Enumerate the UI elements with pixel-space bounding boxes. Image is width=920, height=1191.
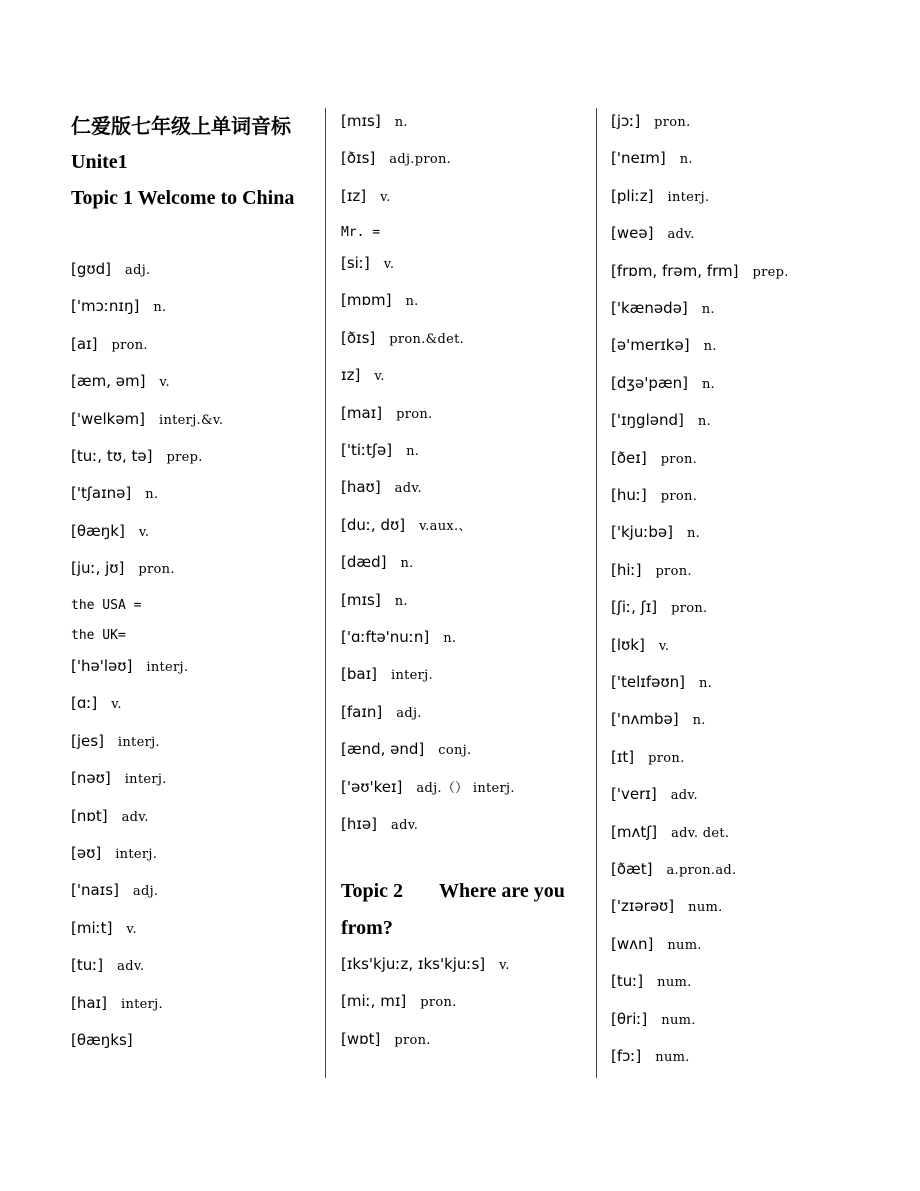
phonetic-text: [jes] xyxy=(71,731,104,750)
vocab-entry xyxy=(341,328,464,350)
part-of-speech: interj. xyxy=(115,847,158,862)
phonetic-text: ['kjuːbə] xyxy=(611,523,673,542)
vocab-entry xyxy=(341,702,422,724)
part-of-speech: n. xyxy=(400,556,414,572)
phonetic-text: [wʌn] xyxy=(611,934,654,953)
phonetic-text: [miː, mɪ] xyxy=(341,992,407,1011)
phonetic-text: [faɪn] xyxy=(341,702,383,721)
vocab-entry xyxy=(71,409,223,431)
part-of-speech: n. xyxy=(698,676,713,691)
vocab-entry xyxy=(611,1046,690,1068)
vocab-entry xyxy=(71,446,203,468)
part-of-speech: adv. xyxy=(667,227,695,243)
vocab-entry xyxy=(341,627,456,649)
vocab-entry xyxy=(341,253,394,275)
vocab-entry xyxy=(611,522,700,544)
vocab-entry xyxy=(611,148,693,170)
part-of-speech: pron. xyxy=(671,601,708,617)
vocab-entry xyxy=(611,822,729,844)
vocab-entry xyxy=(611,111,691,133)
part-of-speech: interj. xyxy=(120,996,163,1012)
part-of-speech: pron. xyxy=(111,337,148,353)
part-of-speech: interj. xyxy=(117,734,160,750)
part-of-speech: n. xyxy=(394,115,408,130)
phonetic-text: ['nʌmbə] xyxy=(611,710,679,729)
part-of-speech: v. xyxy=(126,921,137,937)
vocab-entry xyxy=(341,1029,431,1051)
part-of-speech: interj. xyxy=(667,189,710,205)
part-of-speech: n. xyxy=(443,631,457,646)
vocab-entry xyxy=(341,111,408,133)
phonetic-text: [aɪ] xyxy=(71,334,98,353)
part-of-speech: num. xyxy=(688,900,723,916)
topic-2-title-cont: from? xyxy=(341,917,393,939)
phonetic-text: ['tʃaɪnə] xyxy=(71,484,132,503)
part-of-speech: n. xyxy=(394,593,408,609)
phonetic-text: [θriː] xyxy=(611,1009,648,1028)
part-of-speech: adj.（） interj. xyxy=(416,780,515,796)
part-of-speech: adj. xyxy=(125,263,151,278)
vocab-entry xyxy=(611,223,695,245)
phonetic-text: [weə] xyxy=(611,224,654,243)
vocab-entry xyxy=(71,955,144,977)
part-of-speech: adv. xyxy=(117,959,145,975)
vocab-entry xyxy=(71,296,166,318)
vocab-entry xyxy=(71,806,149,828)
part-of-speech: adv. det. xyxy=(671,825,730,841)
phonetic-text: [ðeɪ] xyxy=(611,448,647,467)
phonetic-text: [pliːz] xyxy=(611,186,654,205)
phonetic-text: [haʊ] xyxy=(341,478,381,497)
part-of-speech: pron.&det. xyxy=(389,331,465,347)
part-of-speech: conj. xyxy=(438,743,472,759)
column-divider-1 xyxy=(325,108,326,1078)
vocab-entry xyxy=(71,1030,147,1052)
vocab-entry xyxy=(341,440,419,462)
phonetic-text: [mɒm] xyxy=(341,291,392,310)
part-of-speech: v. xyxy=(499,958,510,973)
phonetic-text: ['telɪfəʊn] xyxy=(611,673,685,691)
phonetic-text: [miːt] xyxy=(71,918,113,937)
part-of-speech: pron. xyxy=(420,995,457,1011)
part-of-speech: pron. xyxy=(138,562,175,578)
vocab-entry xyxy=(71,693,122,715)
phonetic-text: [ɑː] xyxy=(71,694,98,713)
vocab-entry xyxy=(611,298,715,320)
part-of-speech: interj. xyxy=(124,772,167,788)
part-of-speech: n. xyxy=(703,339,717,355)
vocab-entry xyxy=(611,896,723,918)
part-of-speech: num. xyxy=(655,1050,690,1065)
part-of-speech: n. xyxy=(153,300,167,316)
phonetic-text: [ðɪs] xyxy=(341,149,376,168)
vocab-entry xyxy=(71,880,158,902)
vocab-entry xyxy=(341,954,510,976)
part-of-speech: adj.pron. xyxy=(389,152,452,168)
phonetic-text: ['tiːtʃə] xyxy=(341,441,393,459)
phonetic-text: [ɪks'kjuːz, ɪks'kjuːs] xyxy=(341,955,486,973)
phonetic-text: [tuː] xyxy=(71,956,104,975)
vocab-entry xyxy=(341,148,451,170)
vocab-entry xyxy=(71,371,170,393)
part-of-speech: adv. xyxy=(670,788,698,804)
vocab-entry xyxy=(341,664,433,686)
phonetic-text: [ðɪs] xyxy=(341,328,376,347)
vocab-entry xyxy=(611,335,717,357)
vocab-entry xyxy=(611,747,685,769)
part-of-speech: interj. xyxy=(146,660,189,675)
vocab-entry xyxy=(611,186,709,208)
part-of-speech: n. xyxy=(697,414,711,430)
vocab-entry xyxy=(341,590,408,612)
part-of-speech: adv. xyxy=(121,809,149,825)
vocab-entry xyxy=(611,597,708,619)
vocab-entry xyxy=(611,410,711,432)
part-of-speech: prep. xyxy=(166,450,203,465)
phonetic-text: [frɒm, frəm, frm] xyxy=(611,261,739,280)
vocab-entry xyxy=(341,477,422,499)
phonetic-text: [tuː, tʊ, tə] xyxy=(71,447,153,465)
phonetic-text: [ænd, ənd] xyxy=(341,740,425,759)
phonetic-text: [θæŋks] xyxy=(71,1031,133,1049)
vocab-entry xyxy=(611,709,706,731)
phonetic-text: [ðæt] xyxy=(611,860,653,878)
vocab-entry xyxy=(611,560,692,582)
vocab-entry xyxy=(341,739,471,761)
part-of-speech: pron. xyxy=(396,406,433,422)
part-of-speech: interj. xyxy=(391,668,433,684)
phonetic-text: [ə'merɪkə] xyxy=(611,336,690,355)
part-of-speech: n. xyxy=(701,302,715,317)
phonetic-text: [baɪ] xyxy=(341,665,377,684)
unit-heading: Unite1 xyxy=(71,151,128,173)
phonetic-text: ['verɪ] xyxy=(611,785,657,804)
phonetic-text: [tuː] xyxy=(611,972,644,991)
topic-heading: Topic 1 Welcome to China xyxy=(71,187,295,209)
phonetic-text: ɪz] xyxy=(341,366,361,385)
part-of-speech: pron. xyxy=(648,750,685,766)
phonetic-text: [ɪt] xyxy=(611,747,635,766)
part-of-speech: n. xyxy=(687,526,701,542)
vocab-entry xyxy=(611,635,669,657)
abbreviation-mr: Mr. = xyxy=(341,225,381,240)
phonetic-text: ['naɪs] xyxy=(71,881,119,900)
phonetic-text: [hɪə] xyxy=(341,815,378,833)
vocab-entry xyxy=(71,334,148,356)
phonetic-text: [dʒə'pæn] xyxy=(611,373,688,392)
phonetic-text: [æm, əm] xyxy=(71,372,146,391)
part-of-speech: v. xyxy=(383,257,395,272)
part-of-speech: v. xyxy=(159,375,170,391)
vocab-entry xyxy=(611,784,698,806)
part-of-speech: v. xyxy=(138,524,150,540)
phonetic-text: [huː] xyxy=(611,486,647,504)
vocab-entry xyxy=(341,814,418,836)
column-divider-2 xyxy=(596,108,597,1078)
part-of-speech: pron. xyxy=(660,489,698,504)
phonetic-text: [nɒt] xyxy=(71,806,108,825)
vocab-entry xyxy=(611,1009,696,1031)
vocab-entry xyxy=(341,365,385,387)
vocab-entry xyxy=(71,558,175,580)
part-of-speech: interj.&v. xyxy=(159,412,224,428)
vocab-entry xyxy=(611,971,692,993)
phonetic-text: [fɔː] xyxy=(611,1047,642,1065)
phonetic-text: [nəʊ] xyxy=(71,769,111,788)
vocab-entry xyxy=(71,843,157,865)
vocab-entry xyxy=(611,859,736,881)
vocab-entry xyxy=(611,373,715,395)
part-of-speech: n. xyxy=(406,444,420,459)
part-of-speech: v. xyxy=(380,189,391,205)
phonetic-text: [haɪ] xyxy=(71,993,107,1012)
vocab-entry xyxy=(71,483,158,505)
vocab-entry xyxy=(71,259,150,281)
vocab-entry xyxy=(341,552,414,574)
part-of-speech: pron. xyxy=(655,563,692,579)
part-of-speech: n. xyxy=(692,713,706,729)
phonetic-text: ['welkəm] xyxy=(71,409,146,428)
part-of-speech: pron. xyxy=(660,451,698,467)
part-of-speech: prep. xyxy=(752,264,789,280)
vocab-entry xyxy=(341,186,391,208)
page-title: 仁爱版七年级上单词音标 xyxy=(71,114,291,138)
part-of-speech: adv. xyxy=(394,481,422,497)
phonetic-text: ['ɑːftə'nuːn] xyxy=(341,628,430,646)
phonetic-text: [ɪz] xyxy=(341,186,367,205)
vocab-entry xyxy=(611,934,702,956)
part-of-speech: n. xyxy=(702,376,716,392)
part-of-speech: a.pron.ad. xyxy=(666,863,737,878)
part-of-speech: adj. xyxy=(132,884,159,900)
topic-2-label: Topic 2 xyxy=(341,880,404,902)
phonetic-text: ['ɪŋglənd] xyxy=(611,411,684,430)
phonetic-text: [θæŋk] xyxy=(71,521,125,540)
phonetic-text: [mɪs] xyxy=(341,590,381,609)
part-of-speech: num. xyxy=(667,937,702,953)
part-of-speech: v.aux.、 xyxy=(419,518,472,534)
phonetic-text: [mɪs] xyxy=(341,112,381,130)
part-of-speech: adv. xyxy=(391,818,419,833)
vocab-entry xyxy=(611,261,789,283)
phonetic-text: [hiː] xyxy=(611,560,642,579)
part-of-speech: n. xyxy=(145,487,159,503)
phonetic-text: ['hə'ləʊ] xyxy=(71,657,133,675)
phonetic-text: [gʊd] xyxy=(71,260,112,278)
vocab-entry xyxy=(341,777,515,799)
vocab-entry xyxy=(71,768,167,790)
phonetic-text: [dæd] xyxy=(341,553,387,572)
part-of-speech: pron. xyxy=(394,1032,431,1048)
topic-2-title: Where are you xyxy=(439,880,565,902)
vocab-entry xyxy=(71,918,137,940)
phonetic-text: ['mɔːnɪŋ] xyxy=(71,297,140,316)
phonetic-text: [wɒt] xyxy=(341,1029,381,1048)
vocab-entry xyxy=(341,991,457,1013)
phonetic-text: [maɪ] xyxy=(341,403,383,422)
part-of-speech: num. xyxy=(661,1012,696,1028)
part-of-speech: pron. xyxy=(654,115,691,130)
vocab-entry xyxy=(341,403,432,425)
part-of-speech: num. xyxy=(657,975,692,991)
vocab-entry xyxy=(341,290,419,312)
phonetic-text: ['neɪm] xyxy=(611,149,666,168)
phonetic-text: [siː] xyxy=(341,254,370,272)
vocab-entry xyxy=(71,656,188,678)
phonetic-text: ['əʊ'keɪ] xyxy=(341,777,403,796)
vocab-entry xyxy=(71,731,160,753)
part-of-speech: n. xyxy=(405,294,419,310)
phonetic-text: [juː, jʊ] xyxy=(71,559,125,578)
vocab-entry xyxy=(71,521,149,543)
abbreviation-usa: the USA = xyxy=(71,598,142,613)
part-of-speech: v. xyxy=(374,369,385,385)
phonetic-text: ['kænədə] xyxy=(611,299,688,317)
phonetic-text: [duː, dʊ] xyxy=(341,515,406,534)
vocab-entry xyxy=(71,993,163,1015)
vocab-entry xyxy=(611,485,697,507)
vocab-entry xyxy=(611,448,697,470)
part-of-speech: v. xyxy=(111,697,122,713)
abbreviation-uk: the UK= xyxy=(71,628,126,643)
vocab-entry xyxy=(341,515,472,537)
phonetic-text: ['zɪərəʊ] xyxy=(611,897,675,916)
phonetic-text: [ʃiː, ʃɪ] xyxy=(611,598,658,617)
part-of-speech: adj. xyxy=(396,705,422,721)
part-of-speech: n. xyxy=(679,152,693,168)
vocab-entry xyxy=(611,672,712,694)
phonetic-text: [əʊ] xyxy=(71,844,102,862)
phonetic-text: [mʌtʃ] xyxy=(611,822,658,841)
part-of-speech: v. xyxy=(658,638,670,654)
phonetic-text: [lʊk] xyxy=(611,635,645,654)
phonetic-text: [jɔː] xyxy=(611,112,641,130)
